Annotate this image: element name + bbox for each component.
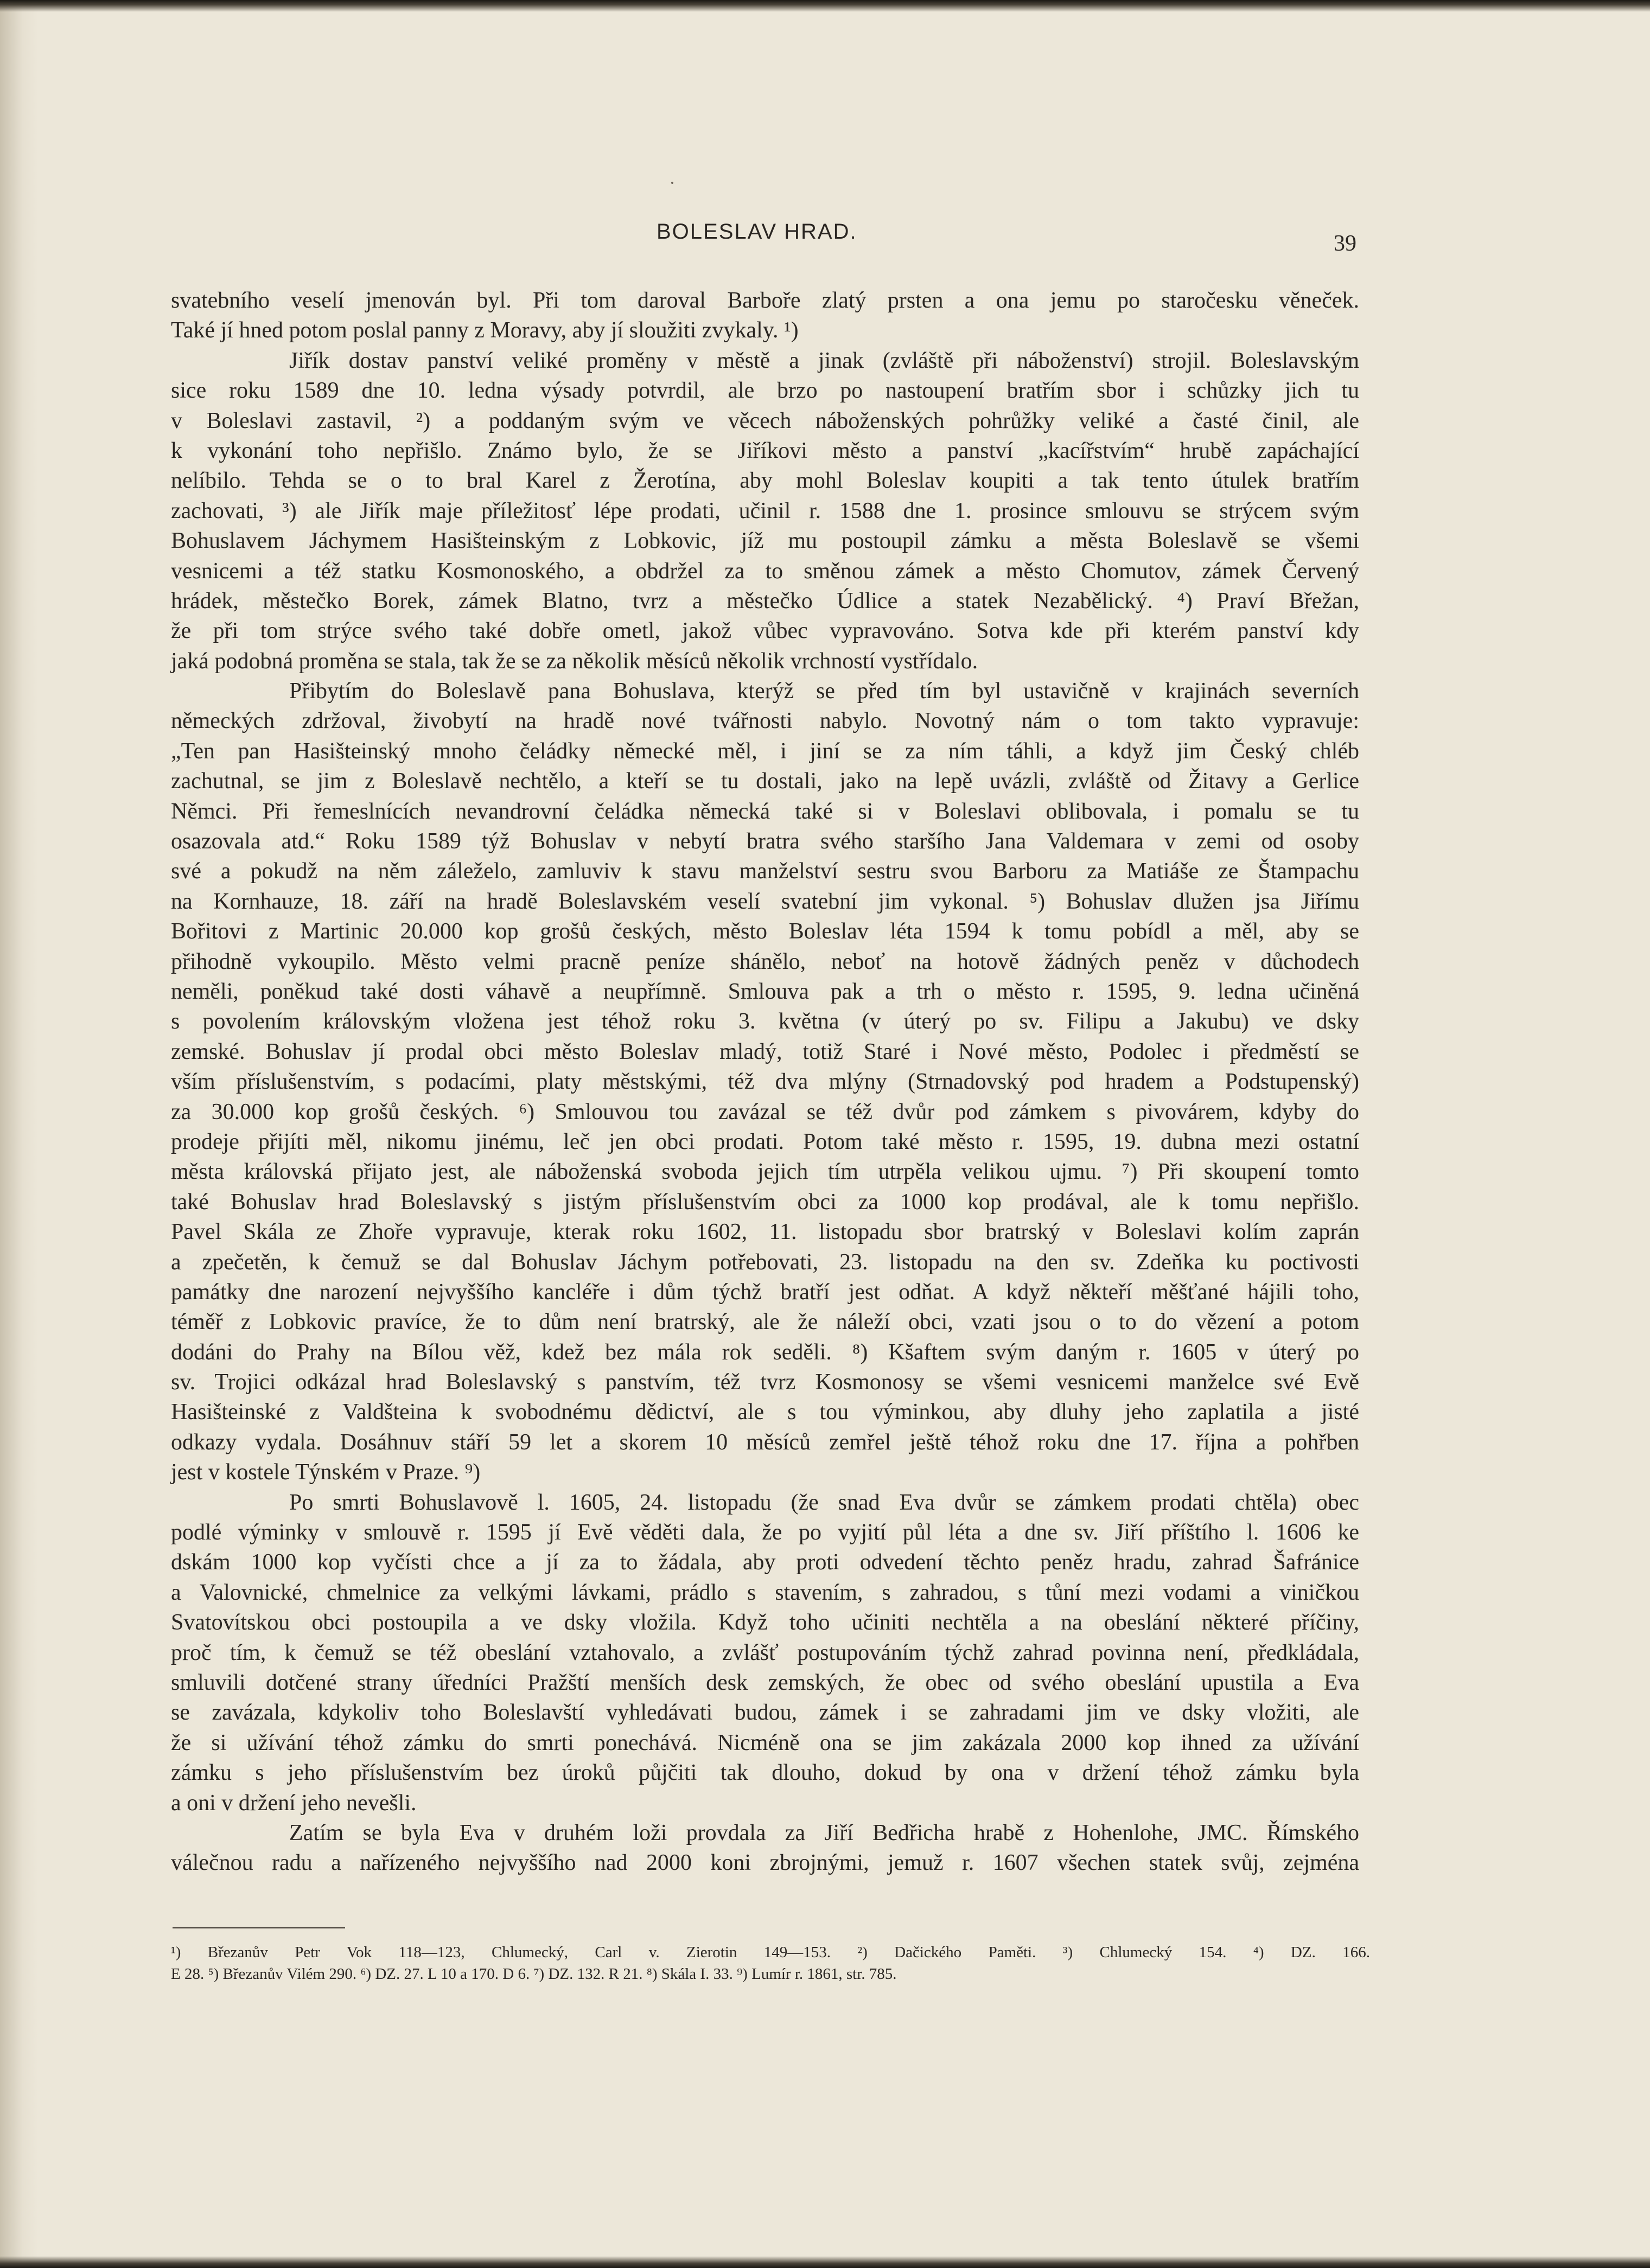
text-line: proč tím, k čemuž se též obeslání vztahovalo, a zvlášť postupováním týchž zahrad povinna není, předkládala,	[171, 1640, 1359, 1665]
text-line: vším příslušenstvím, s podacími, platy městskými, též dva mlýny (Strnadovský pod hradem a Podstupenský)	[171, 1069, 1359, 1095]
text-line: že při tom strýce svého také dobře ometl, jakož vůbec vypravováno. Sotva kde při kterém panství kdy	[171, 618, 1359, 644]
text-line: za 30.000 kop grošů českých. ⁶) Smlouvou tou zavázal se též dvůr pod zámkem s pivovárem, kdyby do	[171, 1099, 1359, 1125]
text-line: a zpečetěn, k čemuž se dal Bohuslav Jáchym potřebovati, 23. listopadu na den sv. Zdeňka ku poctivosti	[171, 1249, 1359, 1275]
footnotes	[171, 1941, 1370, 1985]
text-line: Pavel Skála ze Zhoře vypravuje, kterak roku 1602, 11. listopadu sbor bratrský v Boleslavi kolím zaprán	[171, 1219, 1359, 1245]
text-line: osazovala atd.“ Roku 1589 týž Bohuslav v nebytí bratra svého staršího Jana Valdemara v zemi od osoby	[171, 829, 1359, 854]
text-line: že si užívání téhož zámku do smrti ponechává. Nicméně ona se jim zakázala 2000 kop ihned za užívání	[171, 1730, 1359, 1755]
text-line: vesnicemi a též statku Kosmonoského, a obdržel za to směnou zámek a město Chomutov, zámek Červený	[171, 558, 1359, 584]
text-line: svatebního veselí jmenován byl. Při tom daroval Barboře zlatý prsten a ona jemu po staročesku věneček.	[171, 288, 1359, 313]
paragraph-start-line: Přibytím do Boleslavě pana Bohuslava, kterýž se před tím byl ustavičně v krajinách severních	[289, 679, 1359, 704]
text-line: Němci. Při řemeslnících nevandrovní čeládka německá také si v Boleslavi oblibovala, i pomalu se tu	[171, 798, 1359, 824]
text-line: také Bohuslav hrad Boleslavský s jistým příslušenstvím obci za 1000 kop prodával, ale k tomu nepřišlo.	[171, 1189, 1359, 1215]
text-line: Také jí hned potom poslal panny z Moravy, aby jí sloužiti zvykaly. ¹)	[171, 318, 799, 343]
page-number: 39	[1334, 231, 1356, 256]
text-line: se zavázala, kdykoliv toho Boleslavští vyhledávati budou, zámek i se zahradami jim ve dsky vložiti, ale	[171, 1700, 1359, 1726]
scan-bottom-border	[0, 2256, 1650, 2268]
text-line: Bořitovi z Martinic 20.000 kop grošů českých, město Boleslav léta 1594 k tomu pobídl a měl, aby se	[171, 919, 1359, 944]
text-line: jest v kostele Týnském v Praze. ⁹)	[171, 1460, 481, 1485]
text-line: přihodně vykoupilo. Město velmi pracně peníze shánělo, neboť na hotově žádných peněz v důchodech	[171, 949, 1359, 974]
paragraph-start-line: Zatím se byla Eva v druhém loži provdala za Jiří Bedřicha hrabě z Hohenlohe, JMC. Římského	[289, 1820, 1359, 1845]
footnote-line: ¹) Březanův Petr Vok 118—123, Chlumecký, Carl v. Zierotin 149—153. ²) Dačického Paměti. ³) Chlumecký 154. ⁴) DZ. 166.	[171, 1944, 1370, 1961]
footnote-separator	[173, 1927, 345, 1928]
paragraph-start-line: Jiřík dostav panství veliké proměny v městě a jinak (zvláště při náboženství) strojil. Boleslavským	[289, 348, 1359, 373]
text-line: města královská přijato jest, ale náboženská svoboda jejich tím utrpěla velikou ujmu. ⁷) Při skoupení tomto	[171, 1159, 1359, 1185]
text-line: dodáni do Prahy na Bílou věž, kdež bez mála rok seděli. ⁸) Kšaftem svým daným r. 1605 v úterý po	[171, 1339, 1359, 1365]
text-line: s povolením královským vložena jest téhož roku 3. května (v úterý po sv. Filipu a Jakubu) ve dsky	[171, 1009, 1359, 1034]
text-line: Hasišteinské z Valdšteina k svobodnému dědictví, ale s tou výminkou, aby dluhy jeho zaplatila a jisté	[171, 1400, 1359, 1425]
text-line: hrádek, městečko Borek, zámek Blatno, tvrz a městečko Údlice a statek Nezabělický. ⁴) Praví Břežan,	[171, 588, 1359, 614]
scan-speck	[671, 182, 673, 184]
text-line: „Ten pan Hasišteinský mnoho čeládky německé měl, i jiní se za ním táhli, a když jim Český chléb	[171, 738, 1359, 764]
text-line: jaká podobná proměna se stala, tak že se za několik měsíců několik vrchností vystřídalo.	[171, 648, 978, 674]
text-line: téměř z Lobkovic pravíce, že to dům není bratrský, ale že náleží obci, vzati jsou o to do vězení a potom	[171, 1309, 1359, 1335]
text-line: smluvili dotčené strany úředníci Pražští menších desk zemských, že obec od svého obeslání upustila a Eva	[171, 1670, 1359, 1695]
scan-edge-shadow	[0, 0, 38, 2268]
text-line: sice roku 1589 dne 10. ledna výsady potvrdil, ale brzo po nastoupení bratřím sbor i schůzky jich tu	[171, 378, 1359, 404]
text-line: dskám 1000 kop vyčísti chce a jí za to žádala, aby proti odvedení těchto peněz hradu, zahrad Šafránice	[171, 1550, 1359, 1575]
text-line: památky dne narození nejvyššího kancléře i dům týchž bratří jest odňat. A když někteří měšťané hájili toho,	[171, 1279, 1359, 1305]
text-line: Bohuslavem Jáchymem Hasišteinským z Lobkovic, jíž mu postoupil zámku a města Boleslavě se všemi	[171, 528, 1359, 554]
text-line: k vykonání toho nepřišlo. Známo bylo, že se Jiříkovi město a panství „kacířstvím“ hrubě zapáchající	[171, 438, 1359, 463]
footnote-line: E 28. ⁵) Březanův Vilém 290. ⁶) DZ. 27. L 10 a 170. D 6. ⁷) DZ. 132. R 21. ⁸) Skála I. 33. ⁹) Lumír r. 1861, str. 785.	[171, 1965, 897, 1983]
text-line: podlé výminky v smlouvě r. 1595 jí Evě věděti dala, že po vyjití půl léta a dne sv. Jiří příštího l. 1606 ke	[171, 1520, 1359, 1545]
body-text	[171, 286, 1359, 1879]
scan-top-border	[0, 0, 1650, 12]
text-line: válečnou radu a nařízeného nejvyššího nad 2000 koni zbrojnými, jemuž r. 1607 všechen statek svůj, zejména	[171, 1850, 1359, 1876]
text-line: v Boleslavi zastavil, ²) a poddaným svým ve věcech náboženských pohrůžky veliké a časté činil, ale	[171, 408, 1359, 433]
text-line: nelíbilo. Tehda se o to bral Karel z Žerotína, aby mohl Boleslav koupiti a tak tento útulek bratřím	[171, 468, 1359, 494]
text-line: zemské. Bohuslav jí prodal obci město Boleslav mladý, totiž Staré i Nové město, Podolec i předměstí se	[171, 1039, 1359, 1064]
text-line: německých zdržoval, živobytí na hradě nové tvářnosti nabylo. Novotný nám o tom takto vypravuje:	[171, 708, 1359, 734]
text-line: zachovati, ³) ale Jiřík maje příležitosť lépe prodati, učinil r. 1588 dne 1. prosince smlouvu se strýcem svým	[171, 498, 1359, 523]
text-line: Svatovítskou obci postoupila a ve dsky vložila. Když toho učiniti nechtěla a na obeslání některé příčiny,	[171, 1610, 1359, 1635]
text-line: a Valovnické, chmelnice za velkými lávkami, prádlo s stavením, s zahradou, s tůní mezi vodami a viničkou	[171, 1580, 1359, 1605]
text-line: zachutnal, se jim z Boleslavě nechtělo, a kteří se tu dostali, jako na lepě uvázli, zvláště od Žitavy a Gerlice	[171, 769, 1359, 794]
running-title: BOLESLAV HRAD.	[657, 220, 857, 244]
text-line: na Kornhauze, 18. září na hradě Boleslavském veselí svatební jim vykonal. ⁵) Bohuslav dlužen jsa Jiřímu	[171, 889, 1359, 914]
text-line: a oni v držení jeho nevešli.	[171, 1790, 417, 1816]
text-line: zámku s jeho příslušenstvím bez úroků půjčiti tak dlouho, dokud by ona v držení téhož zámku byla	[171, 1760, 1359, 1786]
text-line: odkazy vydala. Dosáhnuv stáří 59 let a skorem 10 měsíců zemřel ještě téhož roku dne 17. října a pohřben	[171, 1429, 1359, 1455]
text-line: neměli, poněkud také dosti váhavě a neupřímně. Smlouva pak a trh o město r. 1595, 9. ledna učiněná	[171, 979, 1359, 1004]
text-line: své a pokudž na něm záleželo, zamluviv k stavu manželství sestru svou Barboru za Matiáše ze Štampachu	[171, 859, 1359, 884]
text-line: prodeje přijíti měl, nikomu jinému, leč jen obci prodati. Potom také město r. 1595, 19. dubna mezi ostatní	[171, 1129, 1359, 1154]
text-line: sv. Trojici odkázal hrad Boleslavský s panstvím, též tvrz Kosmonosy se všemi vesnicemi manželce své Evě	[171, 1370, 1359, 1395]
paragraph-start-line: Po smrti Bohuslavově l. 1605, 24. listopadu (že snad Eva dvůr se zámkem prodati chtěla) obec	[289, 1490, 1359, 1515]
